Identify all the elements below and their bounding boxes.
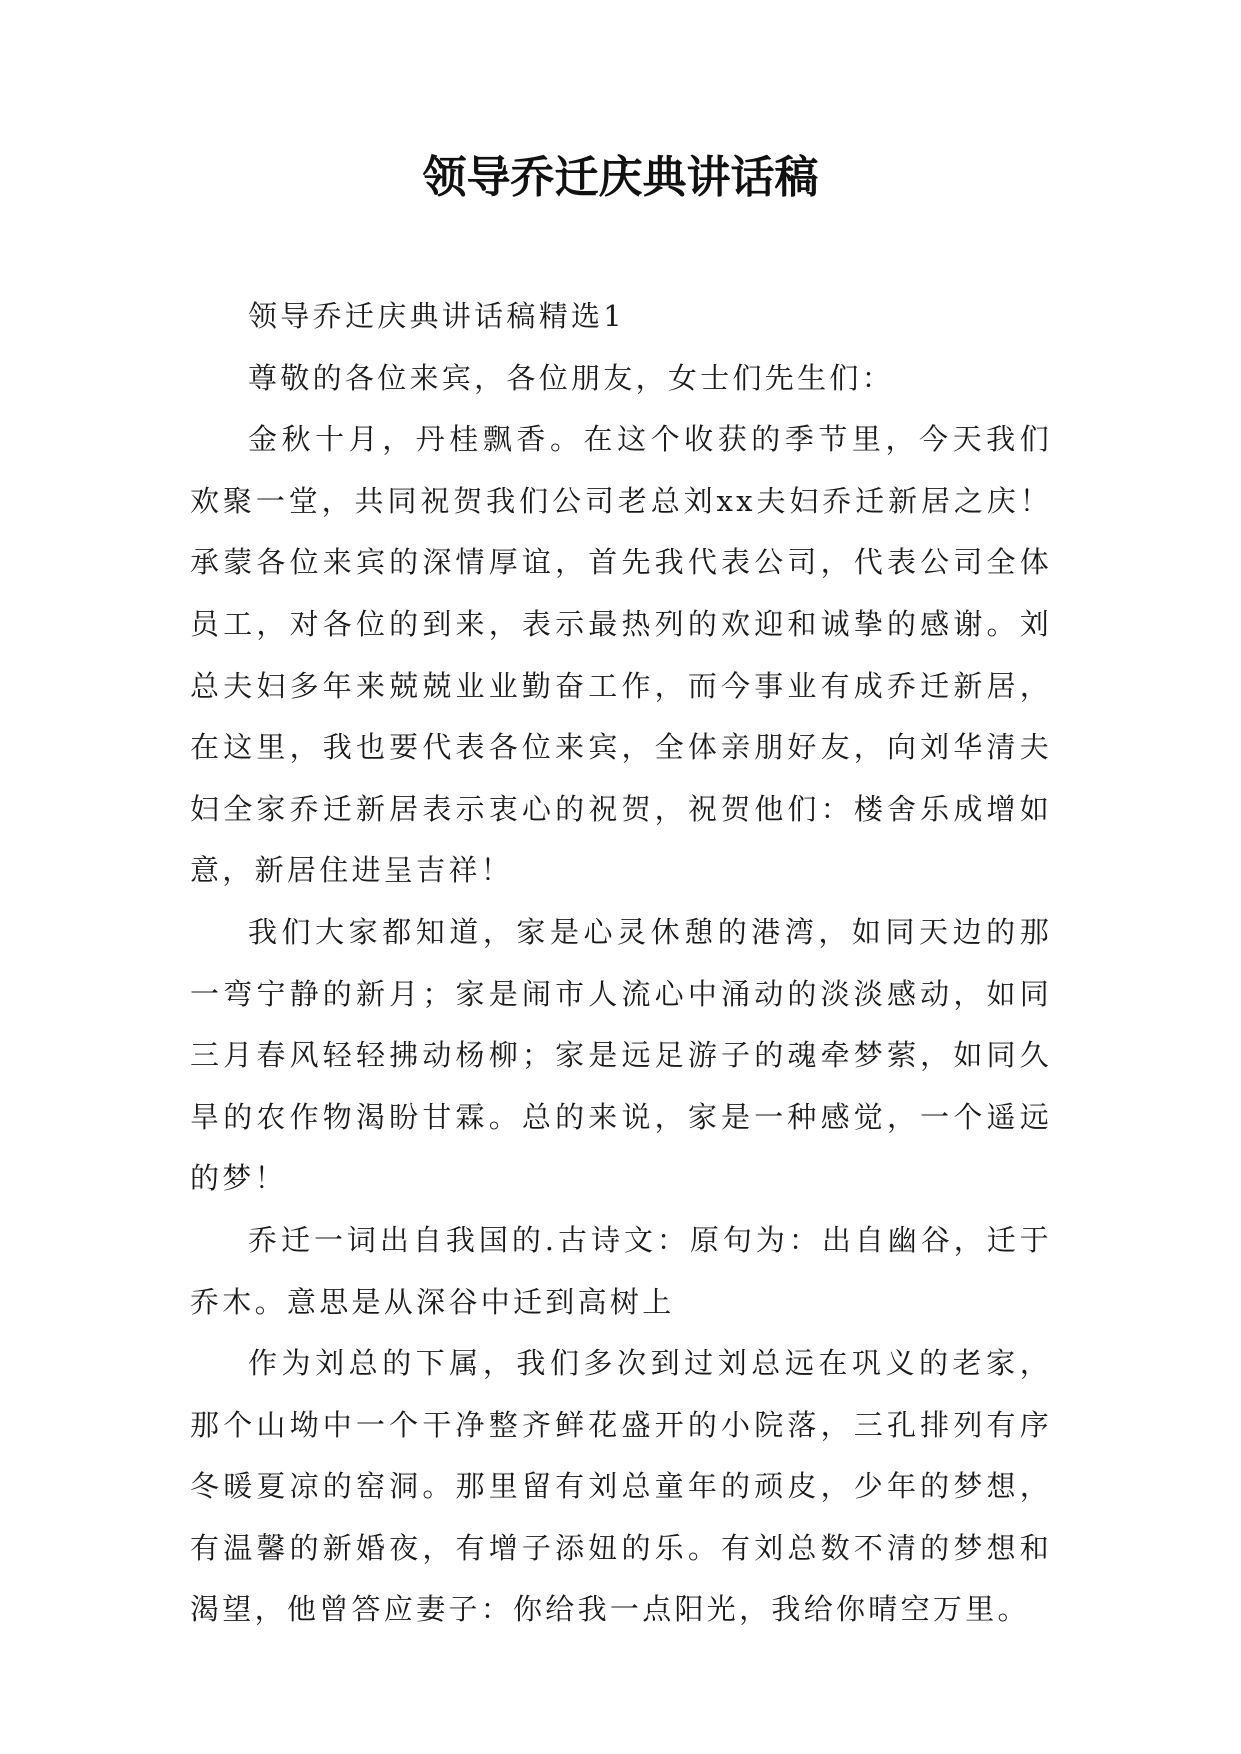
document-body: [190, 286, 1052, 1641]
salutation-paragraph: 尊敬的各位来宾，各位朋友，女士们先生们：: [248, 360, 895, 395]
document-title: 领导乔迁庆典讲话稿: [422, 152, 819, 203]
body-paragraph: 乔迁一词出自我国的.古诗文：原句为：出自幽谷，迁于乔木。意思是从深谷中迁到高树上: [190, 1222, 1052, 1319]
body-paragraph: 金秋十月，丹桂飘香。在这个收获的季节里，今天我们欢聚一堂，共同祝贺我们公司老总刘xx夫妇乔迁新居之庆！承蒙各位来宾的深情厚谊，首先我代表公司，代表公司全体员工，对各位的到来，表示最热列的欢迎和诚挚的感谢。刘总夫妇多年来兢兢业业勤奋工作，而今事业有成乔迁新居，在这里，我也要代表各位来宾，全体亲朋好友，向刘华清夫妇全家乔迁新居表示衷心的祝贺，祝贺他们：楼舍乐成增如意，新居住进呈吉祥！: [190, 422, 1052, 888]
body-paragraph: 我们大家都知道，家是心灵休憩的港湾，如同天边的那一弯宁静的新月；家是闹市人流心中涌动的淡淡感动，如同三月春风轻轻拂动杨柳；家是远足游子的魂牵梦萦，如同久旱的农作物渴盼甘霖。总的来说，家是一种感觉，一个遥远的梦！: [190, 914, 1052, 1196]
section-heading: 领导乔迁庆典讲话稿精选1: [248, 299, 626, 333]
body-paragraph: 作为刘总的下属，我们多次到过刘总远在巩义的老家，那个山坳中一个干净整齐鲜花盛开的小院落，三孔排列有序冬暖夏凉的窑洞。那里留有刘总童年的顽皮，少年的梦想，有温馨的新婚夜，有增子添妞的乐。有刘总数不清的梦想和渴望，他曾答应妻子：你给我一点阳光，我给你晴空万里。: [190, 1346, 1052, 1627]
